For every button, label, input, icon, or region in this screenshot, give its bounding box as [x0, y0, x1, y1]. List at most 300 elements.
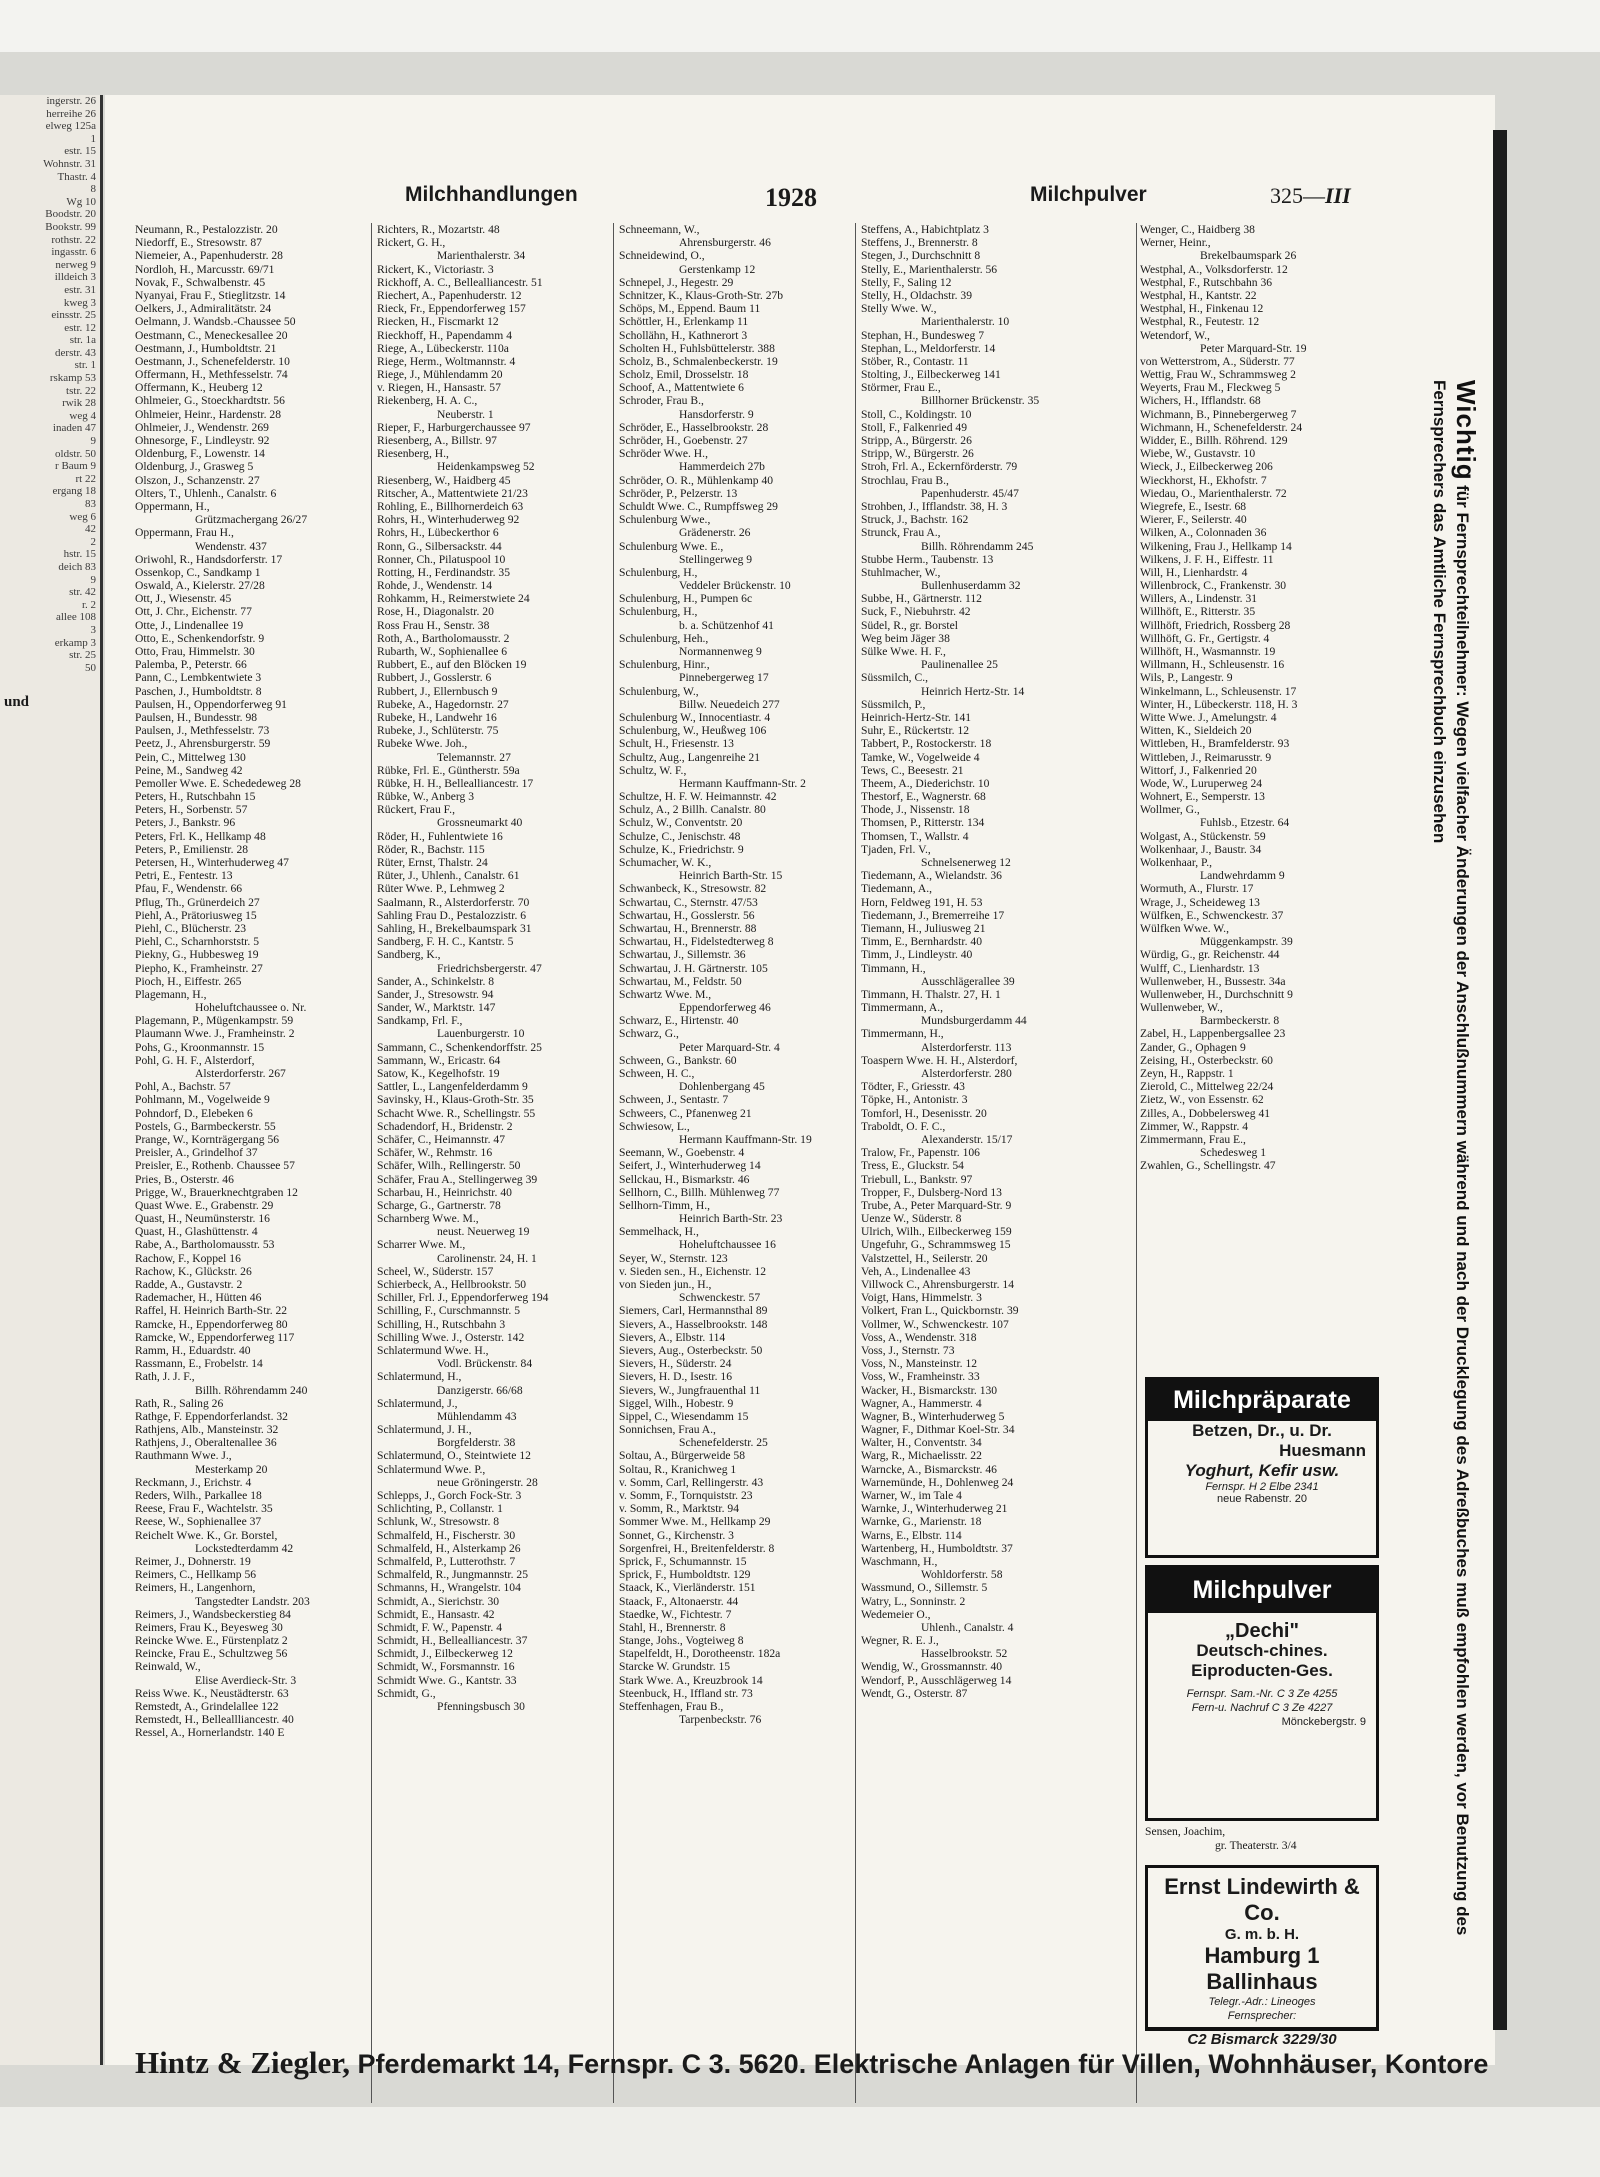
listing-entry: Pfau, F., Wendenstr. 66: [135, 882, 243, 896]
listing-entry: Paulsen, H., Bundesstr. 98: [135, 710, 258, 724]
listing-entry: Schöps, M., Eppend. Baum 11: [619, 302, 761, 316]
listing-entry: Riege, A., Lübeckerstr. 110a: [377, 341, 509, 355]
listing-entry: Oelkers, J., Admiralitätstr. 24: [135, 302, 272, 316]
listing-entry: Sellhorn-Timm, H.,: [619, 1198, 711, 1212]
listing-entry: Ramcke, W., Eppendorferweg 117: [135, 1330, 295, 1344]
adjacent-page-line: Boodstr. 20: [45, 208, 96, 221]
listing-entry: Piehl, C., Scharnhorststr. 5: [135, 935, 259, 949]
listing-entry: Heinrich Hertz-Str. 14: [921, 684, 1025, 698]
listing-entry: Rubbert, E., auf den Blöcken 19: [377, 658, 527, 672]
listing-entry: Werner, Heinr.,: [1140, 236, 1211, 250]
listing-entry: Sellhorn, C., Billh. Mühlenweg 77: [619, 1185, 780, 1199]
listing-entry: Riege, J., Mühlendamm 20: [377, 368, 503, 382]
adjacent-page-line: estr. 31: [64, 283, 96, 296]
listing-entry: Stolting, J., Eilbeckerweg 141: [861, 368, 1001, 382]
listing-entry: Ohlmeier, J., Wendenstr. 269: [135, 420, 269, 434]
listing-entry: Zimmermann, Frau E.,: [1140, 1132, 1246, 1146]
listing-entry: Wendorf, P., Ausschlägerweg 14: [861, 1673, 1012, 1687]
listing-entry: Quast, H., Glashüttenstr. 4: [135, 1225, 258, 1239]
listing-entry: Reders, Wilh., Parkallee 18: [135, 1489, 262, 1502]
listing-entry: Schwartau, H., Gosslerstr. 56: [619, 908, 755, 922]
listing-entry: Rüter, Ernst, Thalstr. 24: [377, 856, 488, 869]
listing-entry: Wilkens, J. F. H., Eiffestr. 11: [1140, 552, 1274, 566]
listing-entry: Grossneumarkt 40: [437, 816, 523, 830]
listing-entry: Schult, H., Friesenstr. 13: [619, 737, 734, 751]
listing-entry: Schmidt, W., Forsmannstr. 16: [377, 1660, 515, 1674]
listing-entry: Dohlenbergang 45: [679, 1080, 765, 1094]
listing-entry: Vodl. Brückenstr. 84: [437, 1357, 533, 1371]
listing-entry: Seemann, W., Goebenstr. 4: [619, 1146, 745, 1160]
listing-entry: Voss, J., Sternstr. 73: [861, 1343, 955, 1357]
footer-firm: Hintz & Ziegler,: [135, 2045, 350, 2080]
listing-entry: Ausschlägerallee 39: [921, 974, 1015, 988]
listing-entry: Schultze, H. F. W. Heimannstr. 42: [619, 790, 777, 804]
listing-entry: Westphal, H., Finkenau 12: [1140, 302, 1264, 316]
listing-entry: Sander, J., Stresowstr. 94: [377, 987, 494, 1001]
listing-entry: Peine, M., Sandweg 42: [135, 763, 243, 777]
listing-entry: Rieck, Fr., Eppendorferweg 157: [377, 302, 526, 316]
adjacent-page-line: hstr. 15: [63, 548, 96, 561]
listing-entry: Oelmann, J. Wandsb.-Chaussee 50: [135, 315, 296, 329]
listing-entry: Piekny, G., Hubbesweg 19: [135, 948, 259, 962]
listing-entry: Tress, E., Gluckstr. 54: [861, 1159, 964, 1173]
listing-entry: Elise Averdieck-Str. 3: [195, 1673, 297, 1687]
listing-entry: Soltau, A., Bürgerweide 58: [619, 1449, 746, 1463]
listing-entry: Sammann, C., Schenkendorffstr. 25: [377, 1040, 542, 1054]
listing-entry: Theem, A., Diederichstr. 10: [861, 776, 990, 790]
listing-entry: Reiss Wwe. K., Neustädterstr. 63: [135, 1686, 289, 1700]
listing-entry: Rubbert, J., Gosslerstr. 6: [377, 671, 492, 685]
listing-entry: Sorgenfrei, H., Breitenfelderstr. 8: [619, 1541, 775, 1555]
listing-entry: Tomforl, H., Desenisstr. 20: [861, 1106, 987, 1120]
listing-entry: Schlatermund, J.,: [377, 1396, 458, 1410]
listing-entry: Schulenburg, W., Heußweg 106: [619, 724, 767, 738]
listing-entry: Soltau, R., Kranichweg 1: [619, 1462, 737, 1476]
listing-entry: Valstzettel, H., Seilerstr. 20: [861, 1251, 988, 1265]
listing-entry: Schäfer, Wilh., Rellingerstr. 50: [377, 1159, 521, 1173]
listing-entry: Schultz, W. F.,: [619, 763, 687, 777]
listing-entry: Toaspern Wwe. H. H., Alsterdorf,: [861, 1053, 1018, 1067]
listing-entry: Schäfer, C., Heimannstr. 47: [377, 1132, 506, 1146]
listing-entry: Oldenburg, F., Lowenstr. 14: [135, 447, 265, 461]
listing-entry: Schiller, Frl. J., Eppendorferweg 194: [377, 1291, 549, 1305]
adjacent-page-line: ingasstr. 6: [51, 246, 96, 259]
listing-entry: Warnke, J., Winterhuderweg 21: [861, 1502, 1008, 1516]
listing-entry: Schweers, C., Pfanenweg 21: [619, 1106, 752, 1120]
adjacent-page-line: r Baum 9: [55, 460, 96, 473]
footer-text: Pferdemarkt 14, Fernspr. C 3. 5620. Elektrische Anlagen für Villen, Wohnhäuser, Kontore: [349, 2049, 1489, 2079]
adjacent-page-line: elweg 125a: [45, 120, 96, 133]
listing-entry: Ronner, Ch., Pilatuspool 10: [377, 552, 506, 566]
listing-entry: Schneidewind, O.,: [619, 249, 705, 263]
listing-entry: Willhöft, Friedrich, Rossberg 28: [1140, 618, 1291, 632]
listing-entry: Wieckhorst, H., Ekhofstr. 7: [1140, 473, 1267, 487]
listing-entry: Pohl, G. H. F., Alsterdorf,: [135, 1053, 255, 1067]
listing-entry: Pohl, A., Bachstr. 57: [135, 1080, 231, 1094]
page-edge-shadow: [1493, 130, 1507, 2030]
listing-entry: Marienthalerstr. 34: [437, 249, 526, 263]
listing-entry: Scholz, Emil, Drosselstr. 18: [619, 368, 749, 382]
listing-entry: Scholz, B., Schmalenbeckerstr. 19: [619, 354, 778, 368]
listing-entry: Schlatermund Wwe. P.,: [377, 1462, 486, 1476]
listing-entry: Reese, W., Sophienallee 37: [135, 1515, 262, 1529]
listing-entry: Vollmer, W., Schwenckestr. 107: [861, 1317, 1009, 1331]
listing-entry: Pohlmann, M., Vogelweide 9: [135, 1093, 270, 1107]
listing-entry: Rauthmann Wwe. J.,: [135, 1449, 232, 1463]
film-border-bottom: [0, 2107, 1600, 2177]
listing-entry: v. Somm, R., Marktstr. 94: [619, 1502, 740, 1516]
listing-entry: Schulenburg, H.,: [619, 565, 698, 579]
listing-entry: Westphal, H., Kantstr. 22: [1140, 288, 1257, 302]
listing-entry: Thestorf, E., Wagnerstr. 68: [861, 790, 986, 804]
listing-entry: Schulenburg, Hinr.,: [619, 658, 710, 672]
listing-entry: Zilles, A., Dobbelersweg 41: [1140, 1106, 1271, 1120]
listing-entry: Mühlendamm 43: [437, 1409, 517, 1423]
adjacent-page-line: 3: [90, 623, 96, 636]
listing-entry: Schmidt, F. W., Papenstr. 4: [377, 1620, 503, 1634]
listing-entry: Tangstedter Landstr. 203: [195, 1594, 310, 1608]
listing-entry: Sensen, Joachim,: [1145, 1825, 1226, 1838]
listing-entry: Waschmann, H.,: [861, 1554, 938, 1568]
advert-phone-label: Fernsprecher:: [1227, 2010, 1297, 2022]
listing-entry: Scholten H., Fuhlsbüttelerstr. 388: [619, 341, 775, 355]
advert-line: Huesmann: [1279, 1441, 1366, 1460]
listing-entry: Stripp, A., Bürgerstr. 26: [861, 434, 972, 447]
listing-entry: Ritscher, A., Mattentwiete 21/23: [377, 486, 528, 500]
listing-entry: Pries, B., Osterstr. 46: [135, 1172, 234, 1186]
adjacent-page-line: allee 108: [55, 611, 96, 624]
listing-entry: Schween, G., Bankstr. 60: [619, 1053, 737, 1067]
listing-entry: Wacker, H., Bismarckstr. 130: [861, 1383, 998, 1397]
listing-entry: Seifert, J., Winterhuderweg 14: [619, 1159, 761, 1173]
listing-entry: Warnke, G., Marienstr. 18: [861, 1515, 982, 1529]
listing-entry: Schnelsenerweg 12: [921, 856, 1011, 869]
listing-entry: Will, H., Lienhardstr. 4: [1140, 565, 1248, 579]
header-page-number: 325—III: [1270, 183, 1351, 208]
listing-entry: Pann, C., Lembkentwiete 3: [135, 671, 262, 685]
listing-entry: Schwartau, J. H. Gärtnerstr. 105: [619, 961, 768, 975]
advert-milchpraeparate: [1145, 1377, 1379, 1558]
advert-line: Ballinhaus: [1206, 1969, 1318, 1994]
advert-line: „Dechi": [1225, 1620, 1299, 1642]
listing-entry: Offermann, K., Heuberg 12: [135, 381, 263, 395]
listing-entry: Stroh, Frl. A., Eckernförderstr. 79: [861, 460, 1018, 474]
listing-entry: Sülke Wwe. H. F.,: [861, 645, 946, 658]
listing-entry: Pflug, Th., Grünerdeich 27: [135, 895, 260, 909]
listing-entry: Westphal, F., Rutschbahn 36: [1140, 275, 1273, 289]
listing-entry: Wagner, B., Winterhuderweg 5: [861, 1409, 1005, 1423]
listing-entry: Schlatermund Wwe. H.,: [377, 1343, 489, 1357]
listing-entry: Scheel, W., Süderstr. 157: [377, 1264, 494, 1278]
listing-entry: Veh, A., Lindenallee 43: [861, 1264, 971, 1278]
listing-entry: Savinsky, H., Klaus-Groth-Str. 35: [377, 1093, 534, 1107]
listing-entry: Ohnesorge, F., Lindleystr. 92: [135, 434, 270, 447]
listing-entry: Sandberg, F. H. C., Kantstr. 5: [377, 935, 514, 949]
listing-entry: Rabe, A., Bartholomausstr. 53: [135, 1238, 275, 1252]
listing-entry: Rubeke, A., Hagedornstr. 27: [377, 697, 509, 711]
listing-entry: Zander, G., Ophagen 9: [1140, 1040, 1246, 1054]
listing-entry: Pioch, H., Eiffestr. 265: [135, 974, 242, 988]
listing-entry: Schoof, A., Mattentwiete 6: [619, 381, 744, 395]
listing-entry: Suck, F., Niebuhrstr. 42: [861, 605, 971, 619]
listing-entry: Preisler, E., Rothenb. Chaussee 57: [135, 1159, 295, 1173]
listing-entry: Sahling, H., Brekelbaumspark 31: [377, 921, 532, 935]
listing-entry: Watry, L., Sonninstr. 2: [861, 1594, 966, 1608]
listing-entry: Wilkening, Frau J., Hellkamp 14: [1140, 539, 1292, 553]
listing-entry: Winter, H., Lübeckerstr. 118, H. 3: [1140, 697, 1298, 711]
listing-entry: Tarpenbeckstr. 76: [679, 1713, 762, 1727]
listing-entry: Schlatermund, H.,: [377, 1370, 462, 1384]
advert-title: Milchpräparate: [1148, 1380, 1376, 1421]
listing-entry: Sievers, W., Jungfrauenthal 11: [619, 1383, 761, 1397]
film-border-top: [0, 0, 1600, 52]
adjacent-page-line: 83: [85, 498, 96, 510]
listing-entry: Billh. Röhrendamm 245: [921, 539, 1034, 553]
listing-entry: Sattler, L., Langenfelderdamm 9: [377, 1080, 528, 1094]
listing-entry: Schwenckestr. 57: [679, 1291, 761, 1305]
listing-entry: Rübke, H. H., Bellealliancestr. 17: [377, 776, 534, 790]
adjacent-page-line: rwik 28: [62, 397, 96, 410]
listing-entry: Warnemünde, H., Dohlenweg 24: [861, 1475, 1014, 1489]
listing-entry: Schnepel, J., Hegestr. 29: [619, 275, 734, 289]
listing-entry: Gerstenkamp 12: [679, 262, 756, 276]
listing-entry: Peter Marquard-Str. 19: [1200, 341, 1307, 355]
listing-entry: Witten, K., Sieldeich 20: [1140, 724, 1252, 738]
listing-entry: Subbe, H., Gärtnerstr. 112: [861, 592, 982, 606]
listing-entry: Schmalfeld, H., Alsterkamp 26: [377, 1541, 521, 1555]
listing-column-1: [135, 223, 367, 2103]
listing-entry: Raffel, H. Heinrich Barth-Str. 22: [135, 1304, 288, 1318]
listing-entry: Wittorf, J., Falkenried 20: [1140, 763, 1257, 777]
listing-entry: Schlichting, P., Collanstr. 1: [377, 1502, 503, 1516]
listing-entry: Tamke, W., Vogelweide 4: [861, 750, 980, 764]
notice-text: für Fernsprechteilnehmer: Wegen vielfacher Änderungen der Anschlußnummern während und nach der Drucklegung des Adreßbuches muß empfohlen werden, vor Benutzung des Fernsprechers das Amtliche Fernsprechbuch einzusehen: [1430, 380, 1472, 1936]
listing-entry: Starcke W. Grundstr. 15: [619, 1660, 731, 1674]
listing-entry: Wollmer, G.,: [1140, 803, 1200, 817]
listing-entry: Reese, Frau F., Wachtelstr. 35: [135, 1502, 273, 1516]
listing-entry: b. a. Schützenhof 41: [679, 618, 774, 632]
listing-entry: Grützmachergang 26/27: [195, 513, 308, 527]
listing-entry: Willmann, H., Schleusenstr. 16: [1140, 658, 1285, 672]
listing-entry: Oestmann, J., Humboldtstr. 21: [135, 341, 277, 355]
listing-entry: Prigge, W., Brauerknechtgraben 12: [135, 1185, 298, 1199]
listing-entry: Piehl, C., Blücherstr. 23: [135, 921, 247, 935]
listing-entry: Ohlmeier, G., Stoeckhardtstr. 56: [135, 394, 285, 408]
listing-entry: Oestmann, C., Meneckesallee 20: [135, 328, 288, 342]
listing-entry: Schlatermund, J. H.,: [377, 1423, 472, 1437]
listing-entry: Carolinenstr. 24, H. 1: [437, 1251, 537, 1265]
listing-entry: Zimmer, W., Rappstr. 4: [1140, 1119, 1249, 1133]
listing-entry: Schollähn, H., Kathnerort 3: [619, 328, 748, 342]
listing-column-3: [619, 223, 851, 2103]
column-divider: [371, 223, 372, 2103]
listing-entry: Schröder, E., Hasselbrookstr. 28: [619, 420, 769, 434]
listing-entry: Sievers, Aug., Osterbeckstr. 50: [619, 1343, 763, 1357]
listing-entry: Schierbeck, A., Hellbrookstr. 50: [377, 1278, 527, 1291]
listing-entry: Staack, F., Altonaerstr. 44: [619, 1594, 739, 1608]
listing-entry: Willhöft, G. Fr., Gertigstr. 4: [1140, 631, 1270, 645]
listing-entry: Staedke, W., Fichtestr. 7: [619, 1607, 732, 1621]
listing-entry: Sprick, F., Schumannstr. 15: [619, 1554, 747, 1568]
listing-entry: Normannenweg 9: [679, 645, 762, 658]
listing-entry: Niedorff, E., Stresowstr. 87: [135, 236, 262, 250]
listing-entry: Postels, G., Barmbeckerstr. 55: [135, 1119, 276, 1133]
listing-entry: Schuldt Wwe. C., Rumpffsweg 29: [619, 499, 778, 513]
listing-entry: Schöttler, H., Erlenkamp 11: [619, 315, 749, 329]
listing-entry: Tiemann, H., Juliusweg 21: [861, 921, 986, 935]
listing-entry: Papenhuderstr. 45/47: [921, 486, 1019, 500]
listing-entry: Steenbuck, H., Iffland str. 73: [619, 1686, 753, 1700]
listing-entry: Schulenburg, W.,: [619, 684, 699, 698]
listing-entry: Tralow, Fr., Papenstr. 106: [861, 1146, 980, 1160]
listing-entry: Semmelhack, H.,: [619, 1225, 699, 1239]
listing-entry: Westphal, A., Volksdorferstr. 12: [1140, 262, 1288, 276]
listing-entry: Rathjens, J., Oberaltenallee 36: [135, 1436, 277, 1450]
listing-entry: Reimers, J., Wandsbeckerstieg 84: [135, 1607, 291, 1621]
listing-entry: Ramcke, H., Eppendorferweg 80: [135, 1317, 288, 1331]
listing-entry: Remstedt, H., Belleallliancestr. 40: [135, 1713, 294, 1727]
listing-entry: Timmann, H.,: [861, 961, 926, 975]
listing-entry: Ramm, H., Eduardstr. 40: [135, 1343, 251, 1357]
listing-entry: Schröder, O. R., Mühlenkamp 40: [619, 473, 774, 487]
listing-entry: Schwarz, E., Hirtenstr. 40: [619, 1014, 739, 1028]
listing-entry: Sonnichsen, Frau A.,: [619, 1423, 716, 1437]
listing-entry: Schacht Wwe. R., Schellingstr. 55: [377, 1106, 536, 1120]
listing-entry: Zabel, H., Lappenbergsallee 23: [1140, 1027, 1286, 1041]
adjacent-page-line: r. 2: [81, 598, 96, 611]
listing-entry: Müggenkampstr. 39: [1200, 935, 1293, 949]
listing-entry: Rohrs, H., Winterhuderweg 92: [377, 513, 520, 527]
listing-entry: Wendenstr. 437: [195, 539, 267, 553]
listing-entry: Ronn, G., Silbersackstr. 44: [377, 539, 502, 553]
adjacent-page-line: herreihe 26: [46, 107, 96, 120]
listing-entry: Telemannstr. 27: [437, 750, 511, 764]
listing-entry: Wullenweber, H., Bussestr. 34a: [1140, 974, 1286, 988]
listing-entry: Widder, E., Billh. Röhrend. 129: [1140, 434, 1288, 447]
listing-entry: Stoll, C., Koldingstr. 10: [861, 407, 972, 421]
listing-entry: Sippel, C., Wiesendamm 15: [619, 1409, 749, 1423]
adjacent-page-line: weg 4: [69, 409, 96, 422]
listing-entry: Rubeke Wwe. Joh.,: [377, 737, 468, 751]
listing-entry: Villwock C., Ahrensburgerstr. 14: [861, 1278, 1015, 1291]
listing-entry: Süssmilch, C.,: [861, 671, 928, 685]
adjacent-page-line: inaden 47: [52, 422, 96, 435]
listing-entry: Riechert, A., Papenhuderstr. 12: [377, 288, 522, 302]
listing-entry: Sievers, A., Hasselbrookstr. 148: [619, 1317, 768, 1331]
listing-entry: Wiedau, O., Marienthalerstr. 72: [1140, 486, 1287, 500]
listing-entry: Eppendorferweg 46: [679, 1001, 771, 1015]
listing-entry: Wierer, F., Seilerstr. 40: [1140, 513, 1247, 527]
listing-entry: Uenze W., Süderstr. 8: [861, 1212, 962, 1226]
adjacent-page-text: [0, 95, 100, 674]
listing-entry: Remstedt, A., Grindelallee 122: [135, 1700, 279, 1713]
listing-entry: Reimers, C., Hellkamp 56: [135, 1568, 257, 1582]
listing-entry: Schmanns, H., Wrangelstr. 104: [377, 1581, 521, 1595]
listing-entry: neust. Neuerweg 19: [437, 1225, 530, 1239]
listing-entry: Prange, W., Kornträgergang 56: [135, 1132, 280, 1146]
listing-entry: Schnitzer, K., Klaus-Groth-Str. 27b: [619, 288, 784, 302]
listing-entry: Pohndorf, D., Elebeken 6: [135, 1106, 253, 1120]
listing-entry: Landwehrdamm 9: [1200, 869, 1285, 883]
listing-entry: Schulenburg W., Innocentiastr. 4: [619, 710, 771, 724]
listing-entry: Strohben, J., Ifflandstr. 38, H. 3: [861, 499, 1008, 513]
listing-entry: Wendt, G., Osterstr. 87: [861, 1686, 968, 1700]
advert-telegram: Telegr.-Adr.: Lineoges: [1208, 1996, 1316, 2008]
listing-entry: Tiedemann, A., Wielandstr. 36: [861, 869, 1002, 883]
listing-entry: Stelly Wwe. W.,: [861, 302, 937, 316]
listing-entry: Billw. Neuedeich 277: [679, 697, 780, 711]
listing-entry: Wohldorferstr. 58: [921, 1568, 1003, 1582]
listing-entry: Voigt, Hans, Himmelstr. 3: [861, 1291, 982, 1305]
adjacent-page-line: illdeich 3: [54, 271, 96, 284]
listing-entry: Schwartau, C., Sternstr. 47/53: [619, 895, 758, 909]
listing-entry: Wolkenhaar, J., Baustr. 34: [1140, 842, 1262, 856]
listing-entry: Thomsen, T., Wallstr. 4: [861, 829, 969, 843]
listing-entry: Rath, J. J. F.,: [135, 1370, 195, 1384]
adjacent-page-line: estr. 12: [64, 321, 96, 334]
listing-entry: Wedemeier O.,: [861, 1607, 931, 1621]
listing-entry: Wegner, R. E. J.,: [861, 1634, 939, 1648]
column-divider: [1136, 223, 1137, 2103]
listing-entry: Seyer, W., Sternstr. 123: [619, 1251, 728, 1265]
listing-entry: Schroder, Frau B.,: [619, 394, 704, 408]
listing-entry: Schröder, H., Goebenstr. 27: [619, 434, 748, 447]
listing-entry: Steffens, A., Habichtplatz 3: [861, 223, 989, 236]
listing-entry: Rübke, W., Anberg 3: [377, 790, 475, 804]
adjacent-page-line: ingerstr. 26: [46, 95, 96, 107]
listing-entry: Danzigerstr. 66/68: [437, 1383, 523, 1397]
listing-entry: Rohde, J., Wendenstr. 14: [377, 579, 493, 593]
listing-entry: Wichers, H., Ifflandstr. 68: [1140, 394, 1261, 408]
listing-entry: Wetendorf, W.,: [1140, 328, 1210, 342]
listing-entry: Lockstedterdamm 42: [195, 1541, 294, 1555]
advert-line: Hamburg 1: [1204, 1943, 1320, 1968]
listing-entry: von Wetterstrom, A., Süderstr. 77: [1140, 354, 1295, 368]
listing-entry: Ott, J. Chr., Eichenstr. 77: [135, 605, 252, 619]
listing-entry: Schulenburg Wwe. E.,: [619, 539, 724, 553]
listing-entry: Schröder Wwe. H.,: [619, 447, 708, 461]
listing-entry: Wiegrefe, E., Isestr. 68: [1140, 499, 1247, 513]
listing-entry: Alsterdorferstr. 113: [921, 1040, 1012, 1054]
listing-entry: Rubeke, H., Landwehr 16: [377, 710, 497, 724]
listing-entry: Sievers, H. D., Isestr. 16: [619, 1370, 733, 1384]
listing-entry: Stubbe Herm., Taubenstr. 13: [861, 552, 994, 566]
listing-entry: Wichmann, B., Pinnebergerweg 7: [1140, 407, 1297, 421]
listing-entry: Schultz, Aug., Langenreihe 21: [619, 750, 761, 764]
listing-entry: Wohnert, E., Semperstr. 13: [1140, 790, 1265, 804]
listing-entry: Rademacher, H., Hütten 46: [135, 1291, 262, 1305]
listing-entry: Timmann, H. Thalstr. 27, H. 1: [861, 987, 1001, 1001]
listing-entry: Niemeier, A., Papenhuderstr. 28: [135, 249, 283, 263]
listing-entry: Marienthalerstr. 10: [921, 315, 1010, 329]
listing-entry: Schlepps, J., Gorch Fock-Str. 3: [377, 1489, 522, 1502]
listing-entry: Reinwald, W.,: [135, 1660, 201, 1674]
listing-entry: Timm, J., Lindleystr. 40: [861, 948, 973, 962]
listing-entry: Rubbert, J., Ellernbusch 9: [377, 684, 498, 698]
listing-entry: Schadendorf, H., Bridenstr. 2: [377, 1119, 513, 1133]
listing-entry: Süssmilch, P.,: [861, 697, 926, 711]
listing-entry: Tiedemann, J., Bremerreihe 17: [861, 908, 1005, 922]
listing-entry: Alsterdorferstr. 267: [195, 1067, 286, 1080]
listing-entry: Suhr, E., Rückertstr. 12: [861, 724, 970, 738]
listing-entry: Schwarz, G.,: [619, 1027, 679, 1041]
listing-entry: Witte Wwe. J., Amelungstr. 4: [1140, 710, 1277, 724]
advert-line: Eiproducten-Ges.: [1191, 1661, 1333, 1680]
adjacent-page-line: derstr. 43: [55, 346, 96, 359]
listing-entry: Stellingerweg 9: [679, 552, 753, 566]
adjacent-page-line: 8: [90, 183, 96, 196]
listing-entry: Quast, H., Neumünsterstr. 16: [135, 1212, 270, 1226]
